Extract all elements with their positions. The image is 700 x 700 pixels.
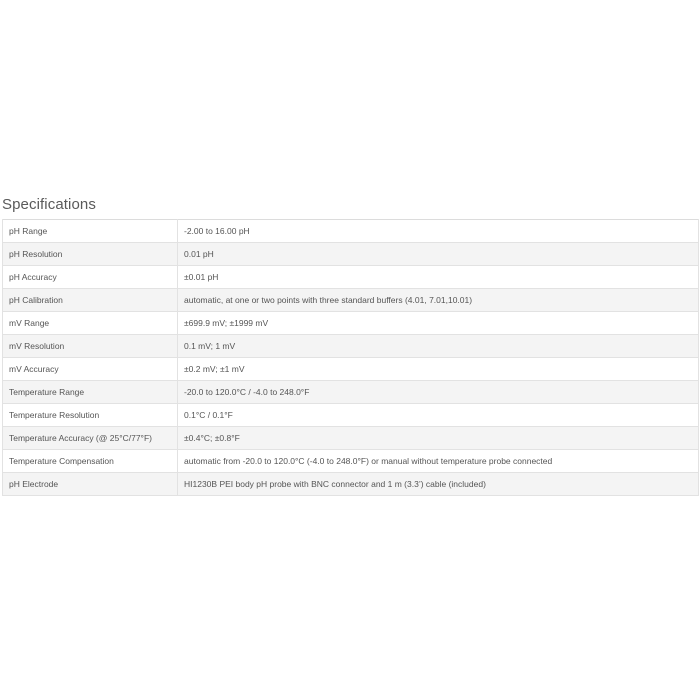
spec-row-temperature-range <box>3 381 699 404</box>
spec-label: mV Resolution <box>3 335 178 358</box>
spec-value: ±0.01 pH <box>178 266 699 289</box>
specifications-section <box>2 195 699 496</box>
spec-row-temperature-accuracy <box>3 427 699 450</box>
spec-row-ph-calibration <box>3 289 699 312</box>
spec-value: 0.1°C / 0.1°F <box>178 404 699 427</box>
spec-value: ±0.4°C; ±0.8°F <box>178 427 699 450</box>
spec-row-ph-range <box>3 220 699 243</box>
spec-label: pH Range <box>3 220 178 243</box>
spec-label: Temperature Range <box>3 381 178 404</box>
section-title: Specifications <box>2 196 96 213</box>
spec-label: Temperature Compensation <box>3 450 178 473</box>
spec-value: HI1230B PEI body pH probe with BNC connector and 1 m (3.3’) cable (included) <box>178 473 699 496</box>
spec-row-ph-resolution <box>3 243 699 266</box>
spec-row-ph-electrode <box>3 473 699 496</box>
spec-row-ph-accuracy <box>3 266 699 289</box>
spec-value: ±0.2 mV; ±1 mV <box>178 358 699 381</box>
spec-value: automatic, at one or two points with three standard buffers (4.01, 7.01,10.01) <box>178 289 699 312</box>
spec-value: -2.00 to 16.00 pH <box>178 220 699 243</box>
spec-row-temperature-compensation <box>3 450 699 473</box>
spec-value: automatic from -20.0 to 120.0°C (-4.0 to 248.0°F) or manual without temperature probe connected <box>178 450 699 473</box>
spec-label: mV Range <box>3 312 178 335</box>
spec-row-temperature-resolution <box>3 404 699 427</box>
specifications-table <box>2 219 699 496</box>
spec-value: ±699.9 mV; ±1999 mV <box>178 312 699 335</box>
spec-label: pH Electrode <box>3 473 178 496</box>
spec-row-mv-range <box>3 312 699 335</box>
spec-label: mV Accuracy <box>3 358 178 381</box>
spec-value: 0.1 mV; 1 mV <box>178 335 699 358</box>
spec-value: -20.0 to 120.0°C / -4.0 to 248.0°F <box>178 381 699 404</box>
spec-row-mv-resolution <box>3 335 699 358</box>
spec-label: pH Calibration <box>3 289 178 312</box>
spec-row-mv-accuracy <box>3 358 699 381</box>
spec-value: 0.01 pH <box>178 243 699 266</box>
spec-label: pH Accuracy <box>3 266 178 289</box>
spec-label: Temperature Accuracy (@ 25°C/77°F) <box>3 427 178 450</box>
spec-label: Temperature Resolution <box>3 404 178 427</box>
spec-label: pH Resolution <box>3 243 178 266</box>
